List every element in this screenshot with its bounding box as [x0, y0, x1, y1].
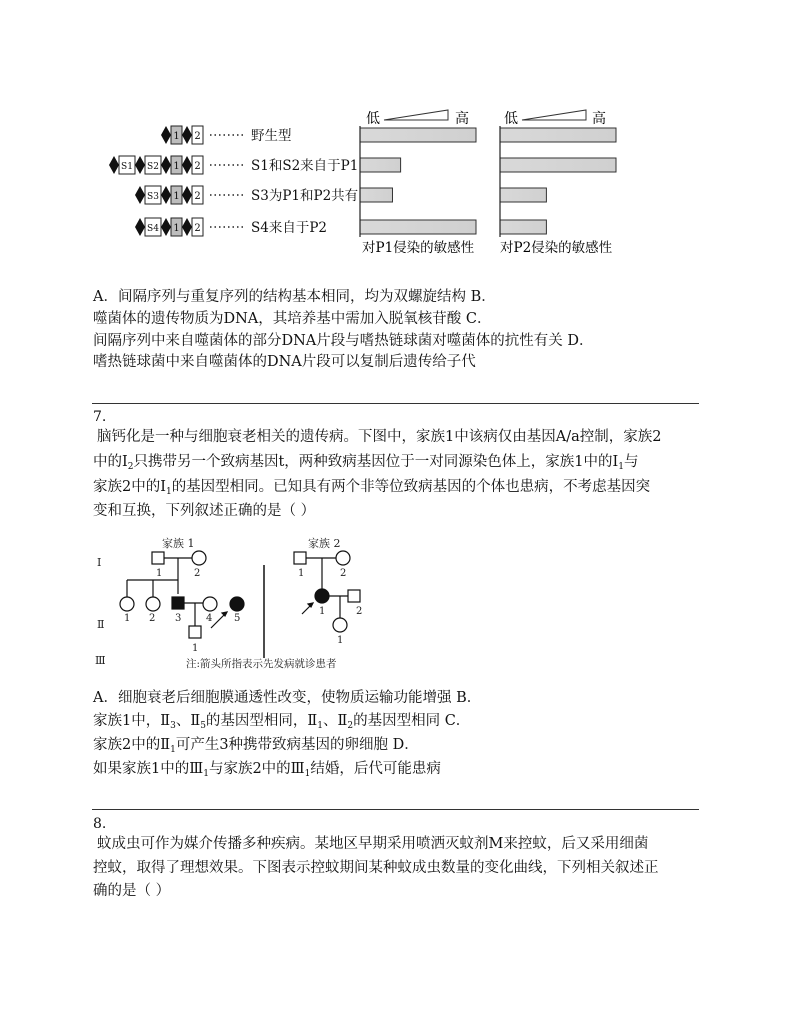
svg-text:5: 5	[234, 613, 241, 624]
repeat-diamond-icon	[135, 218, 145, 236]
svg-text:1: 1	[192, 643, 199, 654]
p2-gradient-wedge	[522, 110, 586, 120]
sequence-box-label: 1	[173, 191, 180, 202]
q7-stem-line-3: 家族2中的$Ⅰ_1$的基因型相同。已知具有两个非等位致病基因的个体也患病，不考虑基因突	[93, 479, 651, 497]
q7-number: 7.	[93, 409, 107, 425]
repeat-diamond-icon	[182, 186, 192, 204]
sequence-box-label: 1	[173, 161, 180, 172]
f2-III1-female	[333, 618, 347, 632]
p2-sensitivity-bar	[500, 220, 546, 234]
sequence-box-label: 2	[194, 191, 201, 202]
svg-text:1: 1	[124, 613, 131, 624]
sequence-box-label: 2	[194, 161, 201, 172]
sequence-box-label: 2	[194, 223, 201, 234]
pedigree-figure	[0, 530, 794, 680]
svg-text:2: 2	[149, 613, 156, 624]
p1-sensitivity-bar	[360, 128, 476, 142]
row-label: S4来自于P2	[251, 220, 328, 236]
p1-sensitivity-bar	[360, 188, 392, 202]
sequence-box-label: 2	[194, 131, 201, 142]
row-label: S1和S2来自于P1	[251, 158, 359, 174]
repeat-diamond-icon	[135, 156, 145, 174]
q7-stem-line-1: 脑钙化是一种与细胞衰老相关的遗传病。下图中，家族1中该病仅由基因A/a控制，家族2	[97, 429, 662, 445]
repeat-diamond-icon	[161, 186, 171, 204]
repeat-diamond-icon	[182, 156, 192, 174]
f2-II1-affected-female	[315, 589, 329, 603]
p1-gradient-wedge	[384, 110, 448, 120]
f2-I2-female	[336, 551, 350, 565]
family-2-title: 家族 2	[308, 537, 341, 550]
f1-II4-female	[203, 597, 217, 611]
q6-option-4: 嗜热链球菌中来自噬菌体的DNA片段可以复制后遗传给子代	[93, 354, 476, 370]
q7-option-d: 如果家族1中的$Ⅲ_1$与家族2中的$Ⅲ_1$结婚，后代可能患病	[93, 761, 441, 779]
svg-text:1: 1	[319, 606, 326, 617]
p2-sensitivity-bar	[500, 188, 546, 202]
sequence-box-label: 1	[173, 131, 180, 142]
p1-high-label: 高	[455, 111, 469, 127]
generation-2-label: Ⅱ	[97, 618, 105, 631]
divider-q7	[92, 403, 699, 404]
p2-sensitivity-bar	[500, 158, 616, 172]
q7-option-b: 家族1中，$Ⅱ_3$、$Ⅱ_5$的基因型相同，$Ⅱ_1$、$Ⅱ_2$的基因型相同 C．	[93, 713, 471, 731]
q8-stem-line-3: 确的是（ ）	[93, 883, 171, 899]
p1-sensitivity-bar	[360, 220, 476, 234]
q7-stem-line-4: 变和互换，下列叙述正确的是（ ）	[93, 503, 316, 519]
p2-caption: 对P2侵染的敏感性	[500, 240, 613, 256]
q6-option-3: 间隔序列中来自噬菌体的部分DNA片段与嗜热链球菌对噬菌体的抗性有关 D．	[93, 333, 594, 349]
q8-stem-line-2: 控蚊，取得了理想效果。下图表示控蚊期间某种蚊成虫数量的变化曲线，下列相关叙述正	[93, 860, 659, 876]
svg-text:1: 1	[156, 568, 163, 579]
q7-option-a: A．细胞衰老后细胞膜通透性改变，使物质运输功能增强 B．	[93, 690, 482, 706]
p2-high-label: 高	[592, 111, 606, 127]
sequence-box-label: S2	[147, 162, 159, 172]
sequence-box-label: S1	[121, 162, 133, 172]
f1-II5-affected-female	[230, 597, 244, 611]
q7-stem-line-2: 中的$Ⅰ_2$只携带另一个致病基因t，两种致病基因位于一对同源染色体上，家族1中的$Ⅰ_1$与	[93, 454, 639, 472]
f1-II3-affected-male	[172, 597, 184, 609]
p1-caption: 对P1侵染的敏感性	[362, 240, 475, 256]
p2-sensitivity-bar	[500, 128, 616, 142]
f1-II2-female	[146, 597, 160, 611]
generation-1-label: Ⅰ	[97, 556, 102, 569]
q8-stem-line-1: 蚊成虫可作为媒介传播多种疾病。某地区早期采用喷洒灭蚊剂M来控蚊，后又采用细菌	[97, 836, 649, 852]
svg-text:2: 2	[340, 568, 347, 579]
f2-II2-male	[348, 590, 360, 602]
f1-II1-female	[120, 597, 134, 611]
repeat-diamond-icon	[161, 218, 171, 236]
repeat-diamond-icon	[161, 126, 171, 144]
family-1-title: 家族 1	[162, 537, 195, 550]
f1-I2-female	[192, 551, 206, 565]
svg-text:2: 2	[356, 606, 363, 617]
generation-3-label: Ⅲ	[95, 654, 106, 667]
row-label: S3为P1和P2共有	[251, 188, 359, 204]
svg-text:3: 3	[175, 613, 182, 624]
p1-sensitivity-bar	[360, 158, 401, 172]
q6-option-1: A．间隔序列与重复序列的结构基本相同，均为双螺旋结构 B．	[93, 289, 496, 305]
sequence-box-label: S4	[147, 224, 159, 234]
f2-I1-male	[294, 552, 306, 564]
svg-text:1: 1	[298, 568, 305, 579]
repeat-diamond-icon	[182, 218, 192, 236]
repeat-diamond-icon	[135, 186, 145, 204]
crispr-figure	[0, 0, 794, 270]
row-label: 野生型	[251, 128, 292, 144]
svg-text:4: 4	[206, 613, 213, 624]
sequence-box-label: S3	[147, 192, 159, 202]
q7-option-c: 家族2中的$Ⅱ_1$可产生3种携带致病基因的卵细胞 D．	[93, 737, 419, 755]
p2-low-label: 低	[504, 111, 518, 127]
svg-text:2: 2	[194, 568, 201, 579]
f1-III1-male	[189, 626, 201, 638]
q6-option-2: 噬菌体的遗传物质为DNA，其培养基中需加入脱氧核苷酸 C．	[93, 311, 492, 327]
pedigree-note: 注:箭头所指表示先发病就诊患者	[186, 658, 337, 670]
repeat-diamond-icon	[109, 156, 119, 174]
svg-text:1: 1	[337, 635, 344, 646]
repeat-diamond-icon	[161, 156, 171, 174]
divider-q8	[92, 809, 699, 810]
sequence-box-label: 1	[173, 223, 180, 234]
repeat-diamond-icon	[182, 126, 192, 144]
p1-low-label: 低	[366, 111, 380, 127]
f1-I1-male	[152, 552, 164, 564]
q8-number: 8.	[93, 816, 107, 832]
